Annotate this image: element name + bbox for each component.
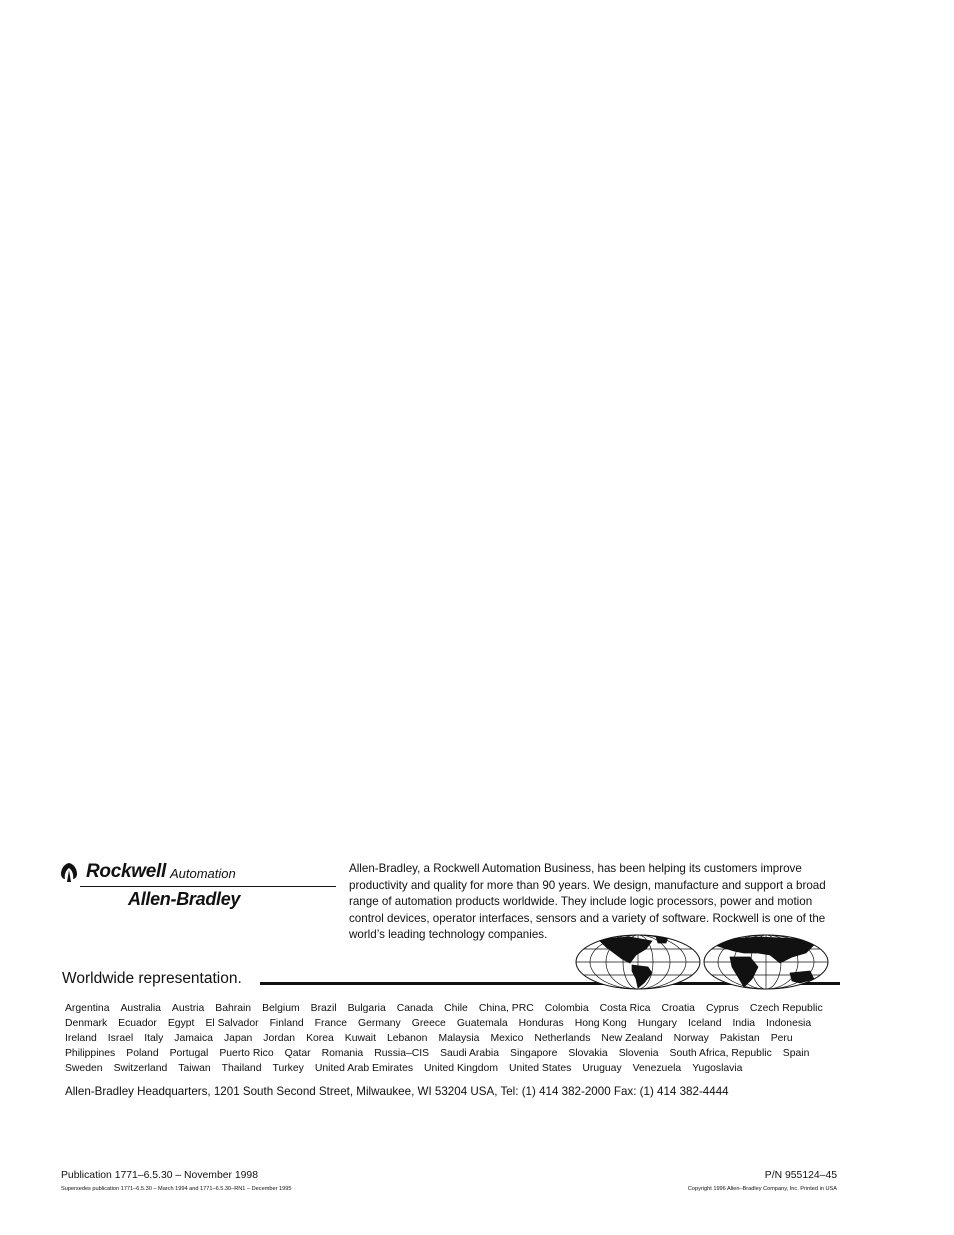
country-name: United States	[508, 1063, 572, 1074]
country-name: Denmark	[65, 1018, 108, 1029]
supersedes-note: Supersedes publication 1771–6.5.30 – March 1994 and 1771–6.5.30–RN1 – December 1995	[61, 1186, 292, 1192]
country-name: El Salvador	[205, 1018, 259, 1029]
country-name: Israel	[107, 1033, 134, 1044]
country-name: Switzerland	[113, 1063, 168, 1074]
country-name: Belgium	[262, 1003, 300, 1014]
country-name: Croatia	[661, 1003, 695, 1014]
rockwell-boomerang-icon	[58, 861, 80, 883]
country-name: Thailand	[221, 1063, 262, 1074]
country-line	[65, 1061, 845, 1076]
country-name: Pakistan	[719, 1033, 760, 1044]
country-name: Costa Rica	[599, 1003, 651, 1014]
country-name: Malaysia	[438, 1033, 480, 1044]
country-list	[65, 1001, 845, 1076]
rockwell-division-name: Automation	[169, 866, 236, 881]
country-name: Qatar	[284, 1048, 311, 1059]
country-name: Guatemala	[456, 1018, 508, 1029]
country-name: Indonesia	[766, 1018, 812, 1029]
country-name: Portugal	[169, 1048, 209, 1059]
country-name: Puerto Rico	[219, 1048, 274, 1059]
country-name: Argentina	[65, 1003, 110, 1014]
country-name: India	[732, 1018, 756, 1029]
country-name: Hong Kong	[574, 1018, 627, 1029]
country-name: Norway	[673, 1033, 709, 1044]
country-line	[65, 1001, 845, 1016]
country-name: Mexico	[490, 1033, 524, 1044]
country-name: Netherlands	[534, 1033, 591, 1044]
country-name: New Zealand	[601, 1033, 663, 1044]
country-name: Austria	[171, 1003, 205, 1014]
country-name: Peru	[770, 1033, 793, 1044]
publication-number: Publication 1771–6.5.30 – November 1998	[61, 1170, 258, 1181]
country-name: Yugoslavia	[692, 1063, 743, 1074]
country-name: Philippines	[65, 1048, 116, 1059]
country-name: United Kingdom	[424, 1063, 498, 1074]
country-name: Korea	[306, 1033, 334, 1044]
country-name: Poland	[126, 1048, 159, 1059]
country-name: Czech Republic	[749, 1003, 823, 1014]
country-line	[65, 1046, 845, 1061]
country-name: Ecuador	[118, 1018, 157, 1029]
country-name: Bahrain	[215, 1003, 252, 1014]
country-name: Spain	[782, 1048, 810, 1059]
country-name: Saudi Arabia	[440, 1048, 500, 1059]
country-name: Romania	[321, 1048, 364, 1059]
logo-divider	[80, 886, 336, 887]
country-name: Sweden	[65, 1063, 103, 1074]
rockwell-brand-name: Rockwell	[86, 861, 166, 882]
country-name: Venezuela	[632, 1063, 682, 1074]
country-name: Iceland	[688, 1018, 722, 1029]
worldwide-representation-heading: Worldwide representation.	[62, 970, 242, 987]
country-name: Honduras	[518, 1018, 564, 1029]
country-name: Bulgaria	[347, 1003, 386, 1014]
country-name: Italy	[144, 1033, 164, 1044]
country-name: Turkey	[272, 1063, 304, 1074]
company-description: Allen-Bradley, a Rockwell Automation Business, has been helping its customers improve productivity and quality for more than 90 years. We design, manufacture and support a broad range of automation products worldwide. They include logic processors, power and motion control devices, operator interfaces, sensors and a variety of software. Rockwell is one of the world’s leading technology companies.	[349, 862, 826, 941]
country-name: Lebanon	[386, 1033, 428, 1044]
rockwell-automation-wordmark	[58, 860, 236, 884]
country-name: Slovakia	[568, 1048, 608, 1059]
country-name: Cyprus	[705, 1003, 739, 1014]
country-name: France	[314, 1018, 348, 1029]
country-name: South Africa, Republic	[669, 1048, 772, 1059]
country-name: Hungary	[637, 1018, 677, 1029]
copyright-notice: Copyright 1996 Allen–Bradley Company, Inc. Printed in USA	[687, 1186, 837, 1192]
country-name: Greece	[411, 1018, 446, 1029]
country-name: Jordan	[263, 1033, 296, 1044]
country-name: Canada	[396, 1003, 434, 1014]
country-name: Colombia	[544, 1003, 589, 1014]
country-name: Singapore	[510, 1048, 558, 1059]
country-name: Japan	[223, 1033, 253, 1044]
headquarters-address: Allen-Bradley Headquarters, 1201 South Second Street, Milwaukee, WI 53204 USA, Tel: (1) 414 382-2000 Fax: (1) 414 382-4444	[65, 1085, 729, 1098]
country-name: China, PRC	[478, 1003, 534, 1014]
country-name: Kuwait	[344, 1033, 376, 1044]
country-name: Chile	[444, 1003, 468, 1014]
rockwell-allen-bradley-logo	[58, 860, 338, 920]
world-globe-icon	[574, 933, 830, 991]
country-name: Slovenia	[618, 1048, 659, 1059]
country-name: Uruguay	[582, 1063, 622, 1074]
country-name: Brazil	[310, 1003, 337, 1014]
allen-bradley-wordmark: Allen-Bradley	[128, 889, 241, 909]
country-name: Taiwan	[178, 1063, 211, 1074]
country-name: Ireland	[65, 1033, 97, 1044]
part-number: P/N 955124–45	[764, 1170, 837, 1181]
country-line	[65, 1031, 845, 1046]
country-name: Egypt	[167, 1018, 195, 1029]
country-name: Russia–CIS	[374, 1048, 430, 1059]
country-name: United Arab Emirates	[314, 1063, 414, 1074]
country-line	[65, 1016, 845, 1031]
country-name: Australia	[120, 1003, 161, 1014]
country-name: Finland	[269, 1018, 304, 1029]
country-name: Jamaica	[174, 1033, 213, 1044]
country-name: Germany	[358, 1018, 401, 1029]
